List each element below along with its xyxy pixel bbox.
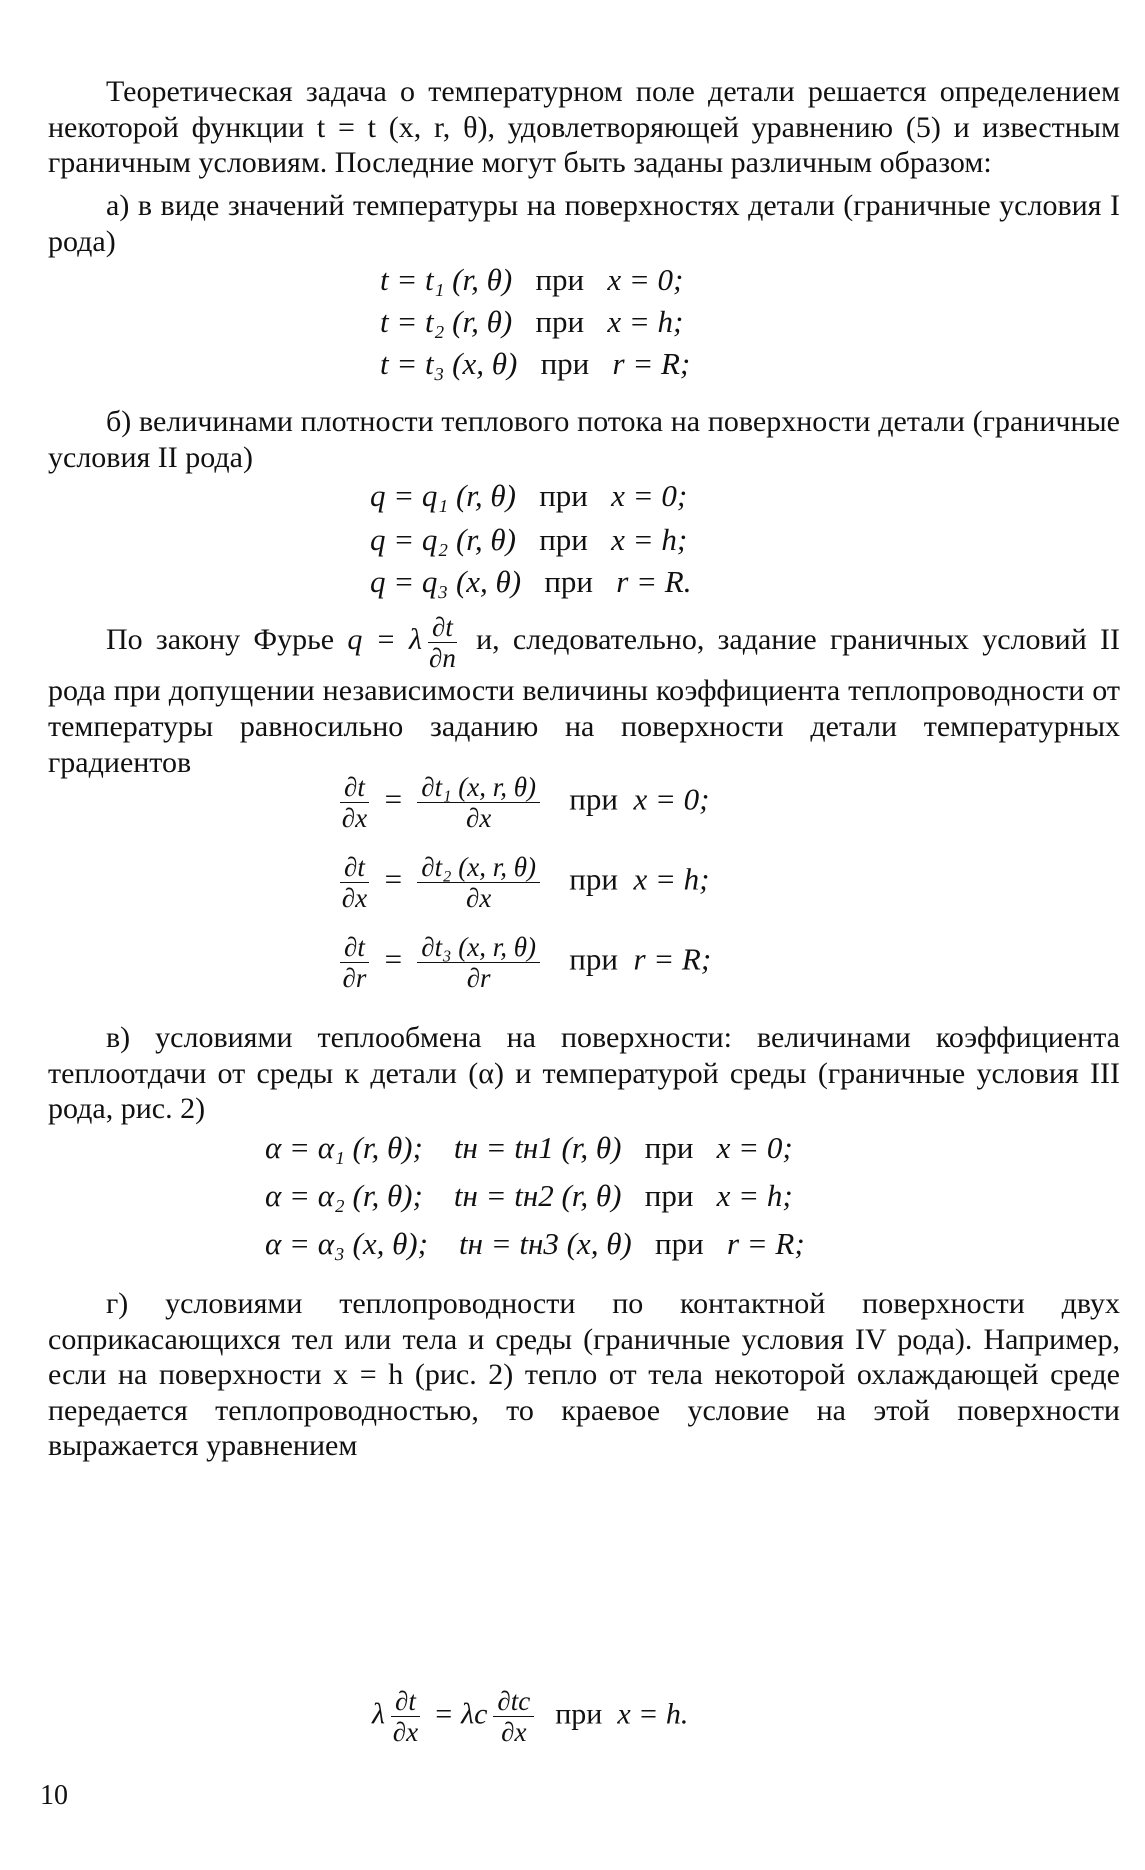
equation-rhs: x = h; (607, 304, 684, 339)
lhs-fraction (340, 932, 369, 993)
equation-lhs: q = q₃ (x, θ) (370, 564, 522, 599)
paragraph-intro (48, 74, 1120, 181)
rhs-fraction (417, 772, 540, 833)
fraction-numerator: ∂tс (493, 1686, 534, 1717)
fraction-numerator: ∂t₁ (x, r, θ) (417, 772, 540, 803)
equals-sign: = (382, 941, 404, 977)
fraction-denominator: ∂x (465, 883, 492, 913)
equation-lhs: t = t₂ (r, θ) (380, 304, 513, 339)
equation-rhs: x = h; (716, 1178, 793, 1213)
fraction-denominator: ∂r (342, 963, 367, 993)
equation-rhs: x = 0; (611, 478, 688, 513)
equation-row (265, 1226, 805, 1262)
equation-lhs: q = q₁ (r, θ) (370, 478, 516, 513)
fraction-denominator: ∂x (341, 883, 368, 913)
equation-rhs: x = h; (633, 861, 710, 897)
fraction-denominator: ∂x (392, 1717, 419, 1747)
equation-lhs: t = t₁ (r, θ) (380, 262, 513, 297)
rhs-fraction (417, 932, 540, 993)
fraction-numerator: ∂t (340, 772, 369, 803)
medium-temperature-condition: tн = tн1 (r, θ) (453, 1130, 622, 1165)
paragraph-b (48, 404, 1120, 475)
equation-row (370, 478, 687, 514)
equation-row (380, 304, 683, 340)
fraction-numerator: ∂t₂ (x, r, θ) (417, 852, 540, 883)
medium-temperature-condition: tн = tн2 (r, θ) (453, 1178, 622, 1213)
paragraph-d-text: г) условиями теплопроводности по контактной поверхности двух соприкасающихся тел или тела и среды (граничные условия IV рода). Например, если на поверхности x = h (рис. 2) тепло от тела некоторой охлаждающей среде передается теплопроводностью, то краевое условие на этой поверхности выражается уравнением (48, 1287, 1120, 1462)
rhs-fraction (417, 852, 540, 913)
equation-lhs: t = t₃ (x, θ) (380, 346, 518, 381)
fraction-numerator: ∂t (428, 612, 457, 643)
lambda-symbol: λ (372, 1697, 385, 1731)
paragraph-a (48, 188, 1120, 259)
medium-temperature-condition: tн = tн3 (x, θ) (458, 1226, 632, 1261)
equation-condition-word: при (540, 346, 590, 381)
equation-row (380, 262, 683, 298)
equation-condition-word: при (655, 1226, 704, 1261)
equation-row (370, 522, 687, 558)
fraction-denominator: ∂x (465, 803, 492, 833)
equation-condition-word: при (569, 861, 618, 897)
fraction-denominator: ∂x (341, 803, 368, 833)
equation-condition-word: при (535, 262, 585, 297)
equals-sign: = (382, 781, 404, 817)
alpha-condition: α = α₂ (r, θ); (265, 1178, 423, 1213)
fraction-denominator: ∂r (466, 963, 491, 993)
alpha-condition: α = α₃ (x, θ); (265, 1226, 428, 1261)
rhs-fraction (493, 1686, 534, 1747)
equation-condition-word: при (644, 1178, 694, 1213)
lhs-fraction (340, 852, 369, 913)
equation-row (380, 346, 690, 382)
fourier-prefix: По закону Фурье (106, 623, 335, 656)
paragraph-c (48, 1020, 1120, 1127)
fraction-numerator: ∂t (340, 932, 369, 963)
equation-rhs: x = 0; (633, 781, 710, 817)
fraction-denominator: ∂x (501, 1717, 527, 1747)
equation-condition-word: при (539, 522, 588, 557)
equation-row (265, 1130, 793, 1166)
fraction-numerator: ∂t (391, 1686, 420, 1717)
equation-condition-word: при (535, 304, 585, 339)
equation-condition-word: при (555, 1697, 603, 1731)
fraction-numerator: ∂t₃ (x, r, θ) (417, 932, 540, 963)
paragraph-intro-text: Теоретическая задача о температурном поле детали решается определением некоторой функции t = t (x, r, θ), удовлетворяющей уравнению (5) и известным граничным условиям. Последние могут быть заданы различным образом: (48, 75, 1120, 179)
lhs-fraction (340, 772, 369, 833)
equation-rhs: r = R. (616, 564, 692, 599)
paragraph-b-text: б) величинами плотности теплового потока на поверхности детали (граничные условия II рода) (48, 405, 1120, 474)
equation-row (370, 564, 691, 600)
equals-sign: = (382, 861, 404, 897)
equation-rhs: x = h. (617, 1697, 689, 1731)
fourier-suffix: и, следовательно, задание граничных условий II рода при допущении независимости величины коэффициента теплопроводности от температуры равносильно заданию на поверхности детали температурных градиентов (48, 623, 1120, 779)
fraction-denominator: ∂n (429, 643, 456, 673)
equation-lhs: q = q₂ (r, θ) (370, 522, 516, 557)
alpha-condition: α = α₁ (r, θ); (265, 1130, 423, 1165)
fourier-formula-lhs: q = λ (347, 623, 423, 656)
gradient-equation-row (334, 932, 711, 993)
paragraph-d (48, 1286, 1120, 1464)
equation-condition-word: при (539, 478, 588, 513)
page-number: 10 (40, 1780, 68, 1811)
fourier-derivative-fraction (428, 612, 457, 673)
final-equation (372, 1686, 688, 1747)
gradient-equation-row (334, 852, 709, 913)
equation-rhs: r = R; (612, 346, 691, 381)
fraction-numerator: ∂t (340, 852, 369, 883)
equals-lambda-medium: = λс (433, 1697, 488, 1731)
equation-condition-word: при (544, 564, 594, 599)
paragraph-c-text: в) условиями теплообмена на поверхности: величинами коэффициента теплоотдачи от среды к детали (α) и температурой среды (граничные условия III рода, рис. 2) (48, 1021, 1120, 1125)
equation-row (265, 1178, 793, 1214)
equation-condition-word: при (569, 781, 618, 817)
lhs-fraction (391, 1686, 420, 1747)
paragraph-fourier (48, 612, 1120, 781)
equation-rhs: r = R; (726, 1226, 805, 1261)
equation-condition-word: при (644, 1130, 694, 1165)
equation-rhs: x = 0; (716, 1130, 793, 1165)
paragraph-a-text: а) в виде значений температуры на поверхностях детали (граничные условия I рода) (48, 189, 1120, 258)
gradient-equation-row (334, 772, 709, 833)
equation-condition-word: при (569, 941, 618, 977)
equation-rhs: x = h; (611, 522, 688, 557)
equation-rhs: x = 0; (607, 262, 684, 297)
equation-rhs: r = R; (633, 941, 712, 977)
